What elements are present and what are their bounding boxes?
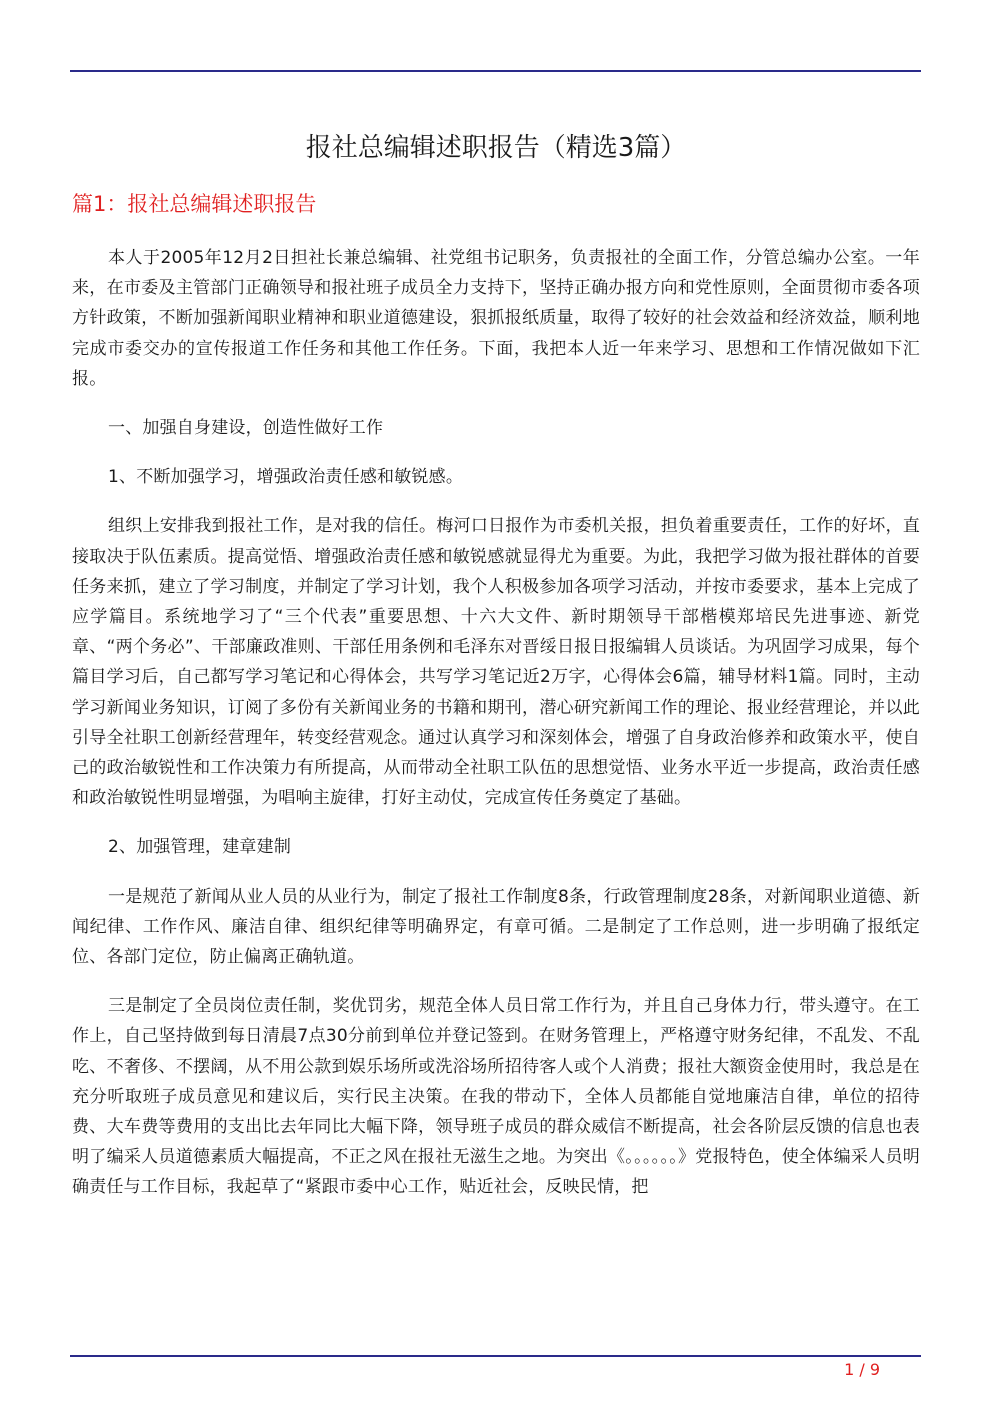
section-heading: 篇1：报社总编辑述职报告 <box>72 192 317 216</box>
paragraph-subheading-1: 一、加强自身建设，创造性做好工作 <box>108 418 384 439</box>
header-rule <box>70 70 921 72</box>
paragraph-regulations: 一是规范了新闻从业人员的从业行为，制定了报社工作制度8条，行政管理制度28条，对新闻职业道德、新闻纪律、工作作风、廉洁自律、组织纪律等明确界定，有章可循。二是制定了工作总则，进一步明确了报纸定位、各部门定位，防止偏离正确轨道。 <box>72 886 920 968</box>
footer-rule <box>70 1355 921 1357</box>
page-number: 1 / 9 <box>844 1360 880 1379</box>
paragraph-intro: 本人于2005年12月2日担社长兼总编辑、社党组书记职务，负责报社的全面工作，分管总编办公室。一年来，在市委及主管部门正确领导和报社班子成员全力支持下，坚持正确办报方向和党性原则，全面贯彻市委各项方针政策，不断加强新闻职业精神和职业道德建设，狠抓报纸质量，取得了较好的社会效益和经济效益，顺利地完成市委交办的宣传报道工作任务和其他工作任务。下面，我把本人近一年来学习、思想和工作情况做如下汇报。 <box>72 248 920 389</box>
document-body <box>72 243 920 1222</box>
paragraph-study: 组织上安排我到报社工作，是对我的信任。梅河口日报作为市委机关报，担负着重要责任，工作的好坏，直接取决于队伍素质。提高觉悟、增强政治责任感和敏锐感就显得尤为重要。为此，我把学习做为报社群体的首要任务来抓，建立了学习制度，并制定了学习计划，我个人积极参加各项学习活动，并按市委要求，基本上完成了应学篇目。系统地学习了“三个代表”重要思想、十六大文件、新时期领导干部楷模郑培民先进事迹、新党章、“两个务必”、干部廉政准则、干部任用条例和毛泽东对晋绥日报日报编辑人员谈话。为巩固学习成果，每个篇目学习后，自己都写学习笔记和心得体会，共写学习笔记近2万字，心得体会6篇，辅导材料1篇。同时，主动学习新闻业务知识，订阅了多份有关新闻业务的书籍和期刊，潜心研究新闻工作的理论、报业经营理论，并以此引导全社职工创新经营理年，转变经营观念。通过认真学习和深刻体会，增强了自身政治修养和政策水平，使自己的政治敏锐性和工作决策力有所提高，从而带动全社职工队伍的思想觉悟、业务水平近一步提高，政治责任感和政治敏锐性明显增强，为唱响主旋律，打好主动仗，完成宣传任务奠定了基础。 <box>72 516 920 809</box>
paragraph-responsibility: 三是制定了全员岗位责任制，奖优罚劣，规范全体人员日常工作行为，并且自己身体力行，带头遵守。在工作上，自己坚持做到每日清晨7点30分前到单位并登记签到。在财务管理上，严格遵守财务纪律，不乱发、不乱吃、不奢侈、不摆阔，从不用公款到娱乐场所或洗浴场所招待客人或个人消费；报社大额资金使用时，我总是在充分听取班子成员意见和建议后，实行民主决策。在我的带动下，全体人员都能自觉地廉洁自律，单位的招待费、大车费等费用的支出比去年同比大幅下降，领导班子成员的群众威信不断提高，社会各阶层反馈的信息也表明了编采人员道德素质大幅提高，不正之风在报社无滋生之地。为突出《。。。。。。》党报特色，使全体编采人员明确责任与工作目标，我起草了“紧跟市委中心工作，贴近社会，反映民情，把 <box>72 996 920 1198</box>
paragraph-subheading-2: 2、加强管理，建章建制 <box>108 837 292 858</box>
document-title: 报社总编辑述职报告（精选3篇） <box>305 133 687 163</box>
paragraph-subheading-1-1: 1、不断加强学习，增强政治责任感和敏锐感。 <box>108 467 464 488</box>
